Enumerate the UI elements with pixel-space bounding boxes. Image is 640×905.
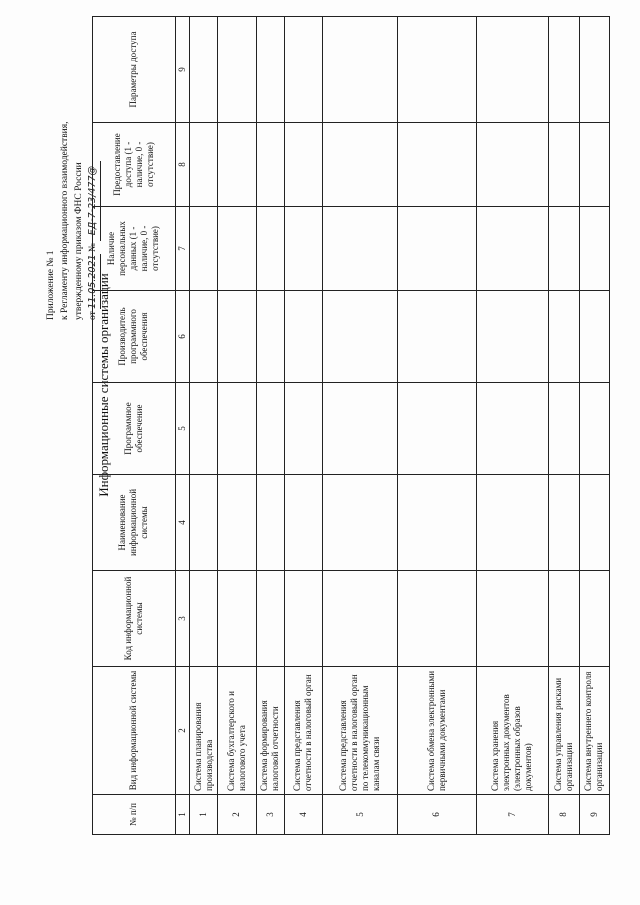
row-system-type: Система формирования налоговой отчетности — [256, 667, 284, 795]
row-number: 9 — [579, 795, 609, 835]
row-number: 2 — [218, 795, 256, 835]
header-num: № п/п — [93, 795, 176, 835]
row-system-type: Система внутреннего контроля организации — [579, 667, 609, 795]
row-system-type: Система хранения электронных документов (электронных образов документов) — [476, 667, 549, 795]
table-row — [218, 17, 256, 835]
header-access: Предоставление доступа (1 - наличие, 0 - отсутствие) — [93, 123, 176, 207]
column-number: 7 — [175, 207, 189, 291]
table-row — [549, 17, 579, 835]
table-row — [284, 17, 322, 835]
table-row — [323, 17, 398, 835]
appendix-order: утвержденному приказом ФНС России — [74, 162, 84, 320]
appendix-number: ЕД-7-23/477@ — [86, 161, 101, 241]
table-row — [579, 17, 609, 835]
table-row — [476, 17, 549, 835]
row-system-type: Система обмена электронными первичными документами — [397, 667, 476, 795]
header-name: Наименование информационной системы — [93, 475, 176, 571]
table-row — [256, 17, 284, 835]
row-number: 6 — [397, 795, 476, 835]
header-personal-data: Наличие персональных данных (1 - наличие, 0 - отсутствие) — [93, 207, 176, 291]
row-number: 8 — [549, 795, 579, 835]
header-software: Программное обеспечение — [93, 383, 176, 475]
column-number: 5 — [175, 383, 189, 475]
column-number: 8 — [175, 123, 189, 207]
header-vendor: Производитель программного обеспечения — [93, 291, 176, 383]
header-type: Вид информационной системы — [93, 667, 176, 795]
systems-table — [92, 16, 610, 835]
row-number: 5 — [323, 795, 398, 835]
column-number: 6 — [175, 291, 189, 383]
row-number: 3 — [256, 795, 284, 835]
row-system-type: Система управления рисками организации — [549, 667, 579, 795]
row-system-type: Система бухгалтерского и налогового учета — [218, 667, 256, 795]
table-row — [397, 17, 476, 835]
row-system-type: Система планирования производства — [189, 667, 217, 795]
appendix-reglament: к Регламенту информационного взаимодействия, — [60, 121, 70, 320]
column-number-row — [175, 17, 189, 835]
header-access-params: Параметры доступа — [93, 17, 176, 123]
appendix-title: Приложение № 1 — [46, 250, 56, 320]
column-number: 3 — [175, 571, 189, 667]
appendix-from: от — [88, 311, 98, 320]
appendix-num-label: № — [88, 242, 98, 253]
column-number: 1 — [175, 795, 189, 835]
column-number: 2 — [175, 667, 189, 795]
column-number: 9 — [175, 17, 189, 123]
row-number: 4 — [284, 795, 322, 835]
row-system-type: Система представления отчетности в налоговый орган — [284, 667, 322, 795]
table-header-row — [93, 17, 176, 835]
table-row — [189, 17, 217, 835]
row-system-type: Система представления отчетности в налоговый орган по телекоммуникационным каналам связи — [323, 667, 398, 795]
appendix-date: 11.05.2021 — [86, 254, 101, 308]
header-code: Код информационной системы — [93, 571, 176, 667]
row-number: 7 — [476, 795, 549, 835]
row-number: 1 — [189, 795, 217, 835]
column-number: 4 — [175, 475, 189, 571]
document-title: Информационные системы организации — [96, 273, 111, 497]
